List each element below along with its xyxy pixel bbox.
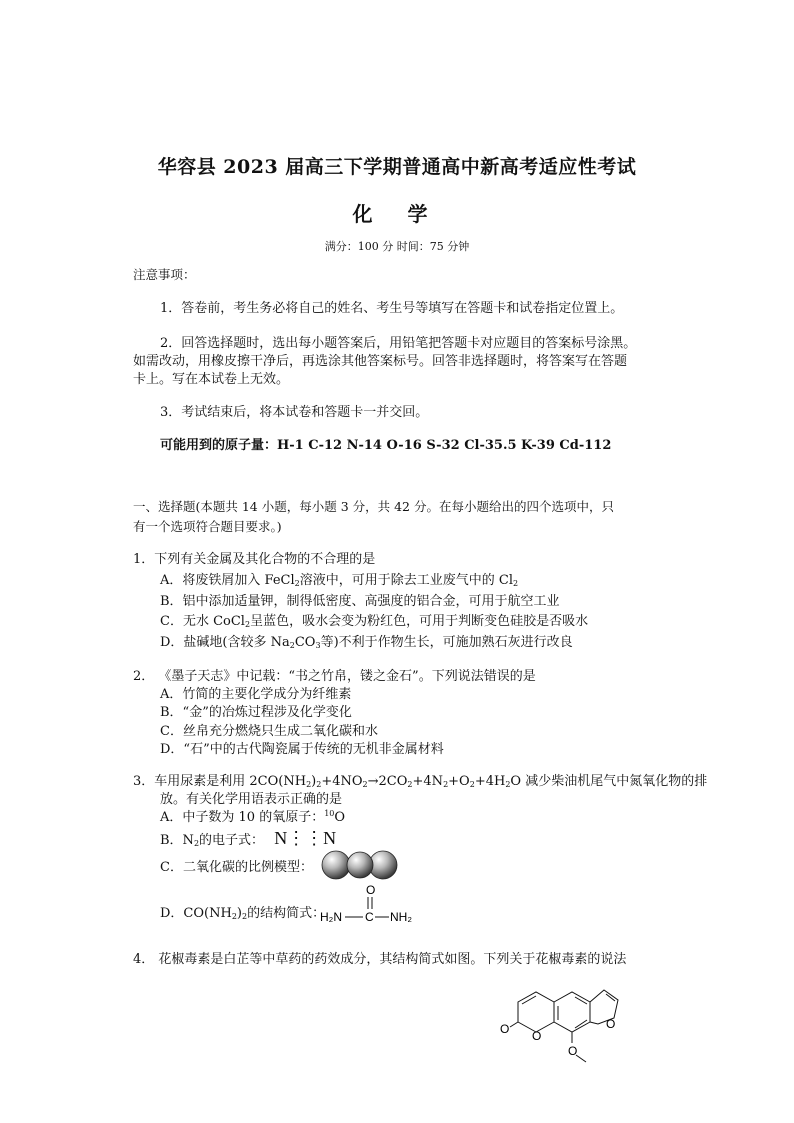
pyranone-ring-bonds <box>518 992 554 1032</box>
benzene-double-bond-2 <box>575 997 587 1004</box>
notice-item-3: 3．考试结束后，将本试卷和答题卡一并交回。 <box>160 405 429 420</box>
q3-stem-line-1: 3．车用尿素是利用 $2CO(NH_2)_2+4NO_2\to 2CO_2+4N_2+O_2+4H_2O$ 减少柴油机尾气中氮氧化物的排 <box>133 774 708 789</box>
q3-option-b: B．$N_2$的电子式： N⋮⋮N <box>160 828 337 848</box>
q3-option-c: C．二氧化碳的比例模型： <box>160 860 313 875</box>
q2-option-b: B．“金”的冶炼过程涉及化学变化 <box>160 705 352 720</box>
q1-option-d: D．盐碱地(含较多 $Na_2CO_3$等)不利于作物生长，可施加熟石灰进行改良 <box>160 635 573 650</box>
q3-option-a: A．中子数为 10 的氧原子：$^{10}$O <box>160 809 346 825</box>
q1-option-a: A．将废铁屑加入 FeCl$_2$溶液中，可用于除去工业废气中的 $Cl_2$ <box>160 573 519 588</box>
section-1-line-1: 一、选择题(本题共 14 小题，每小题 3 分，共 42 分。在每小题给出的四个选项中，只 <box>133 499 614 514</box>
urea-nh2-label: NH₂ <box>390 910 412 924</box>
co2-carbon-atom <box>347 852 373 878</box>
atomic-masses: 可能用到的原子量：H-1 C-12 N-14 O-16 S-32 Cl-35.5 K-39 Cd-112 <box>160 438 612 453</box>
co2-oxygen-atom-left <box>322 851 350 879</box>
notice-heading: 注意事项： <box>133 267 196 282</box>
pyranone-double-bond <box>522 996 536 1004</box>
benzene-ring-bonds <box>554 992 590 1032</box>
section-1-line-2: 有一个选项符合题目要求。) <box>133 519 282 534</box>
q3-option-d: D．$CO(NH_2)_2$的结构简式： <box>160 906 326 921</box>
urea-c-label: C <box>365 910 374 924</box>
xanthotoxin-structure <box>498 980 662 1068</box>
subject-title: 化 学 <box>352 202 442 226</box>
q4-stem: 4． 花椒毒素是白芷等中草药的药效成分，其结构简式如图。下列关于花椒毒素的说法 <box>133 952 627 967</box>
methyl-bond <box>576 1055 586 1062</box>
carbonyl-bond <box>510 1022 518 1027</box>
notice-item-2-line-1: 2．回答选择题时，选出每小题答案后，用铅笔把答题卡对应题目的答案标号涂黑。 <box>160 336 637 351</box>
urea-o-label: O <box>366 883 376 897</box>
exam-title: 华容县 2023 届高三下学期普通高中新高考适应性考试 <box>157 156 637 178</box>
urea-structure <box>318 882 418 928</box>
methoxy-o-label: O <box>568 1044 578 1058</box>
notice-item-2-line-2: 如需改动，用橡皮擦干净后，再选涂其他答案标号。回答非选择题时，将答案写在答题 <box>133 354 628 369</box>
n2-electron-formula: N⋮⋮N <box>274 828 337 848</box>
furan-o-label: O <box>606 1017 616 1031</box>
q2-option-d: D．“石”中的古代陶瓷属于传统的无机非金属材料 <box>160 742 444 757</box>
notice-item-1: 1．答卷前，考生务必将自己的姓名、考生号等填写在答题卡和试卷指定位置上。 <box>160 301 624 316</box>
score-time: 满分：100 分 时间：75 分钟 <box>324 240 470 253</box>
pyranone-o-label: O <box>532 1029 542 1043</box>
co2-space-filling-model <box>320 846 402 884</box>
q3-stem-line-2: 放。有关化学用语表示正确的是 <box>160 792 343 807</box>
q2-stem: 2． 《墨子天志》中记载：“书之竹帛，镂之金石”。下列说法错误的是 <box>133 669 536 684</box>
q1-option-b: B．铝中添加适量钾，制得低密度、高强度的铝合金，可用于航空工业 <box>160 594 560 609</box>
urea-h2n-label: H₂N <box>320 910 342 924</box>
q1-stem: 1．下列有关金属及其化合物的不合理的是 <box>133 552 376 567</box>
q2-option-c: C．丝帛充分燃烧只生成二氧化碳和水 <box>160 724 378 739</box>
q1-option-c: C．无水 CoCl$_2$呈蓝色，吸水会变为粉红色，可用于判断变色硅胶是否吸水 <box>160 614 589 629</box>
q2-option-a: A．竹简的主要化学成分为纤维素 <box>160 687 352 702</box>
carbonyl-o-label: O <box>500 1022 510 1036</box>
notice-item-2-line-3: 卡上。写在本试卷上无效。 <box>133 372 290 387</box>
